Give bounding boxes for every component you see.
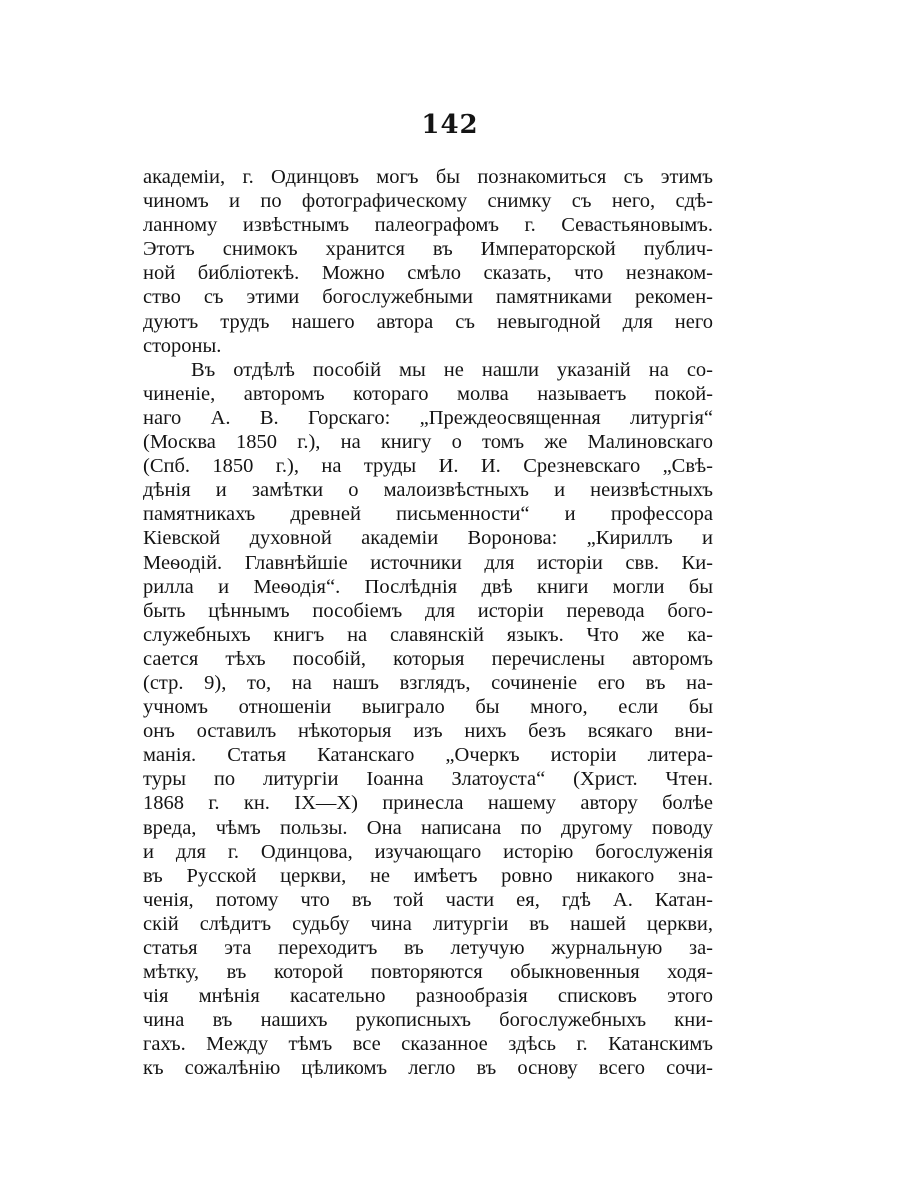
text-line: дѣнія и замѣтки о малоизвѣстныхъ и неизвѣстныхъ [143, 479, 713, 502]
text-line: Меѳодій. Главнѣйшіе источники для исторіи свв. Ки- [143, 551, 713, 574]
text-line: чиномъ и по фотографическому снимку съ него, сдѣ- [143, 190, 713, 213]
text-line: гахъ. Между тѣмъ все сказанное здѣсь г. Катанскимъ [143, 1033, 713, 1056]
text-line: сается тѣхъ пособій, которыя перечислены авторомъ [143, 647, 713, 670]
text-line: памятникахъ древней письменности“ и профессора [143, 503, 713, 526]
text-line: ланному извѣстнымъ палеографомъ г. Севастьяновымъ. [143, 214, 713, 237]
text-line: (стр. 9), то, на нашъ взглядъ, сочиненіе его въ на- [143, 671, 713, 694]
text-line: 1868 г. кн. IX—X) принесла нашему автору болѣе [143, 792, 713, 815]
text-line: чія мнѣнія касательно разнообразія списковъ этого [143, 985, 713, 1008]
text-line: стороны. [143, 334, 222, 357]
paragraph-first-line: Въ отдѣлѣ пособій мы не нашли указаній на со- [191, 358, 713, 381]
text-line: служебныхъ книгъ на славянскій языкъ. Что же ка- [143, 623, 713, 646]
page-number: 142 [421, 110, 479, 140]
text-line: Этотъ снимокъ хранится въ Императорской публич- [143, 238, 713, 261]
text-line: чина въ нашихъ рукописныхъ богослужебныхъ кни- [143, 1009, 713, 1032]
text-line: мѣтку, въ которой повторяются обыкновенныя ходя- [143, 961, 713, 984]
body-text [143, 165, 713, 1081]
text-line: рилла и Меѳодія“. Послѣднія двѣ книги могли бы [143, 575, 713, 598]
text-line: скій слѣдитъ судьбу чина литургіи въ нашей церкви, [143, 912, 713, 935]
text-line: ной библіотекѣ. Можно смѣло сказать, что незнаком- [143, 262, 713, 285]
text-line: ченія, потому что въ той части ея, гдѣ А. Катан- [143, 888, 713, 911]
text-line: къ сожалѣнію цѣликомъ легло въ основу всего сочи- [143, 1057, 713, 1080]
text-line: дуютъ трудъ нашего автора съ невыгодной для него [143, 310, 713, 333]
text-line: чиненіе, авторомъ котораго молва называетъ покой- [143, 382, 713, 405]
text-line: быть цѣннымъ пособіемъ для исторіи перевода бого- [143, 599, 713, 622]
text-line: туры по литургіи Іоанна Златоуста“ (Христ. Чтен. [143, 768, 713, 791]
text-line: статья эта переходитъ въ летучую журнальную за- [143, 937, 713, 959]
text-line: академіи, г. Одинцовъ могъ бы познакомиться съ этимъ [143, 166, 713, 188]
text-line: наго А. В. Горскаго: „Преждеосвященная литургія“ [143, 406, 713, 429]
text-line: и для г. Одинцова, изучающаго исторію богослуженія [143, 840, 713, 863]
text-line: Кіевской духовной академіи Воронова: „Кириллъ и [143, 527, 713, 550]
text-line: ство съ этими богослужебными памятниками рекомен- [143, 286, 713, 309]
text-line: (Спб. 1850 г.), на труды И. И. Срезневскаго „Свѣ- [143, 455, 713, 478]
text-line: (Москва 1850 г.), на книгу о томъ же Малиновскаго [143, 431, 713, 454]
text-line: манія. Статья Катанскаго „Очеркъ исторіи литера- [143, 744, 713, 767]
text-line: учномъ отношеніи выиграло бы много, если бы [143, 696, 713, 719]
text-line: онъ оставилъ нѣкоторыя изъ нихъ безъ всякаго вни- [143, 720, 713, 743]
text-line: вреда, чѣмъ пользы. Она написана по другому поводу [143, 816, 713, 839]
text-line: въ Русской церкви, не имѣетъ ровно никакого зна- [143, 864, 713, 887]
